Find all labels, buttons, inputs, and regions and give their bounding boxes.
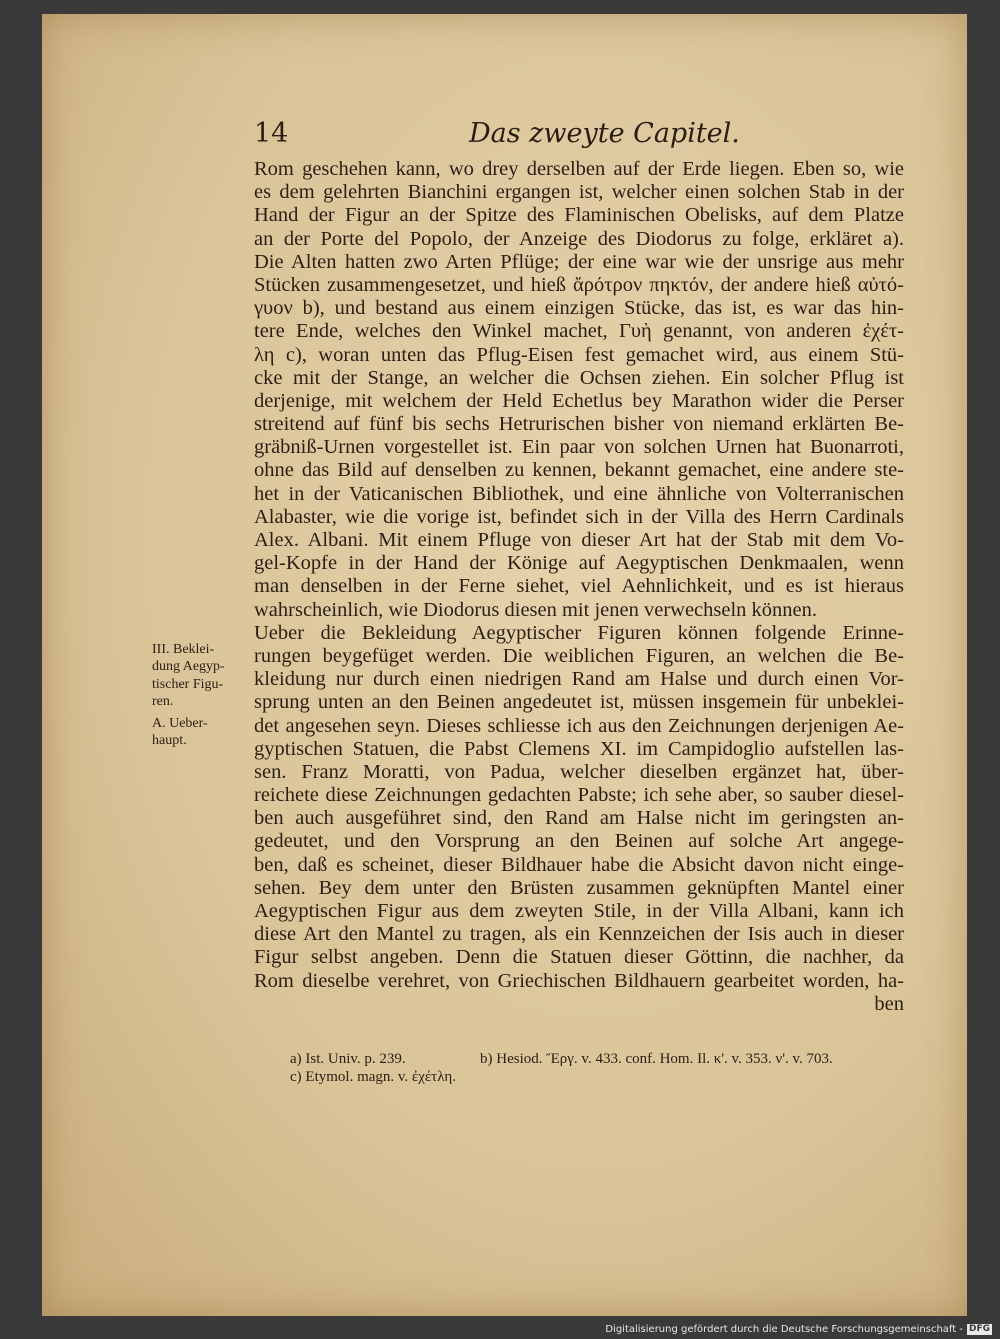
text-line: gel-Kopfe in der Hand der Könige auf Aegyptischen Denkmaalen, wenn [254,552,904,575]
text-line: derjenige, mit welchem der Held Echetlus bey Marathon wider die Perser [254,389,904,412]
footer-text: Digitalisierung gefördert durch die Deutsche Forschungsgemeinschaft - [605,1324,963,1335]
text-line: gyptischen Statuen, die Pabst Clemens XI. im Campidoglio aufstellen las- [254,737,904,760]
text-line: streitend auf fünf bis sechs Hetrurischen bisher von niemand erklärten Be- [254,413,904,436]
text-line: Rom geschehen kann, wo drey derselben auf der Erde liegen. Eben so, wie [254,158,904,180]
text-line: Alex. Albani. Mit einem Pfluge von dieser Art hat der Stab mit dem Vo- [254,529,904,551]
text-line: man denselben in der Ferne siehet, viel Aehnlichkeit, und es ist hieraus [254,575,904,598]
text-line: sehen. Bey dem unter den Brüsten zusammen geknüpften Mantel einer [254,876,904,899]
margin-note-line: dung Aegyp- [152,659,225,675]
text-line: gedeutet, und den Vorsprung an den Beinen auf solche Art angege- [254,830,904,853]
text-line: cke mit der Stange, an welcher die Ochsen ziehen. Ein solcher Pflug ist [254,366,904,389]
margin-note-line: haupt. [152,733,187,749]
text-line: det angesehen seyn. Dieses schliesse ich aus den Zeichnungen derjenigen Ae- [254,714,904,737]
dfg-logo: DFG [968,1324,990,1334]
margin-note-line: III. Beklei- [152,642,215,657]
text-line: Hand der Figur an der Spitze des Flaminischen Obelisks, auf dem Platze [254,204,904,227]
footnotes [290,1050,910,1086]
footnote-b: b) Hesiod. Ἔργ. v. 433. conf. Hom. Il. κ'. v. 353. ν'. v. 703. [480,1051,833,1067]
footnote-a: a) Ist. Univ. p. 239. [290,1051,406,1067]
text-line: Rom dieselbe verehret, von Griechischen Bildhauern gearbeitet worden, ha- [254,969,904,992]
margin-note [152,641,248,750]
footnote-c: c) Etymol. magn. v. ἐχέτλη. [290,1069,456,1085]
text-line: ben auch ausgeführet sind, den Rand am Halse nicht im geringsten an- [254,807,904,830]
text-line: diese Art den Mantel zu tragen, als ein Kennzeichen der Isis auch in dieser [254,923,904,946]
text-line: reichete diese Zeichnungen gedachten Pabste; ich sehe aber, so sauber diesel- [254,784,904,807]
text-line: γυον b), und bestand aus einem einzigen Stücke, das ist, es war das hin- [254,297,904,320]
text-line: Aegyptischen Figur aus dem zweyten Stile, in der Villa Albani, kann ich [254,900,904,922]
page-number: 14 [254,118,289,149]
text-line: sen. Franz Moratti, von Padua, welcher dieselben ergänzet hat, über- [254,760,904,783]
text-line: Alabaster, wie die vorige ist, befindet sich in der Villa des Herrn Cardinals [254,505,904,528]
footnote-row [290,1068,910,1086]
margin-note-line: A. Ueber- [152,716,208,732]
text-line: an der Porte del Popolo, der Anzeige des Diodorus zu folge, erkläret a). [254,227,904,250]
catchword: ben [874,992,904,1015]
running-title: Das zweyte Capitel. [469,118,740,149]
margin-note-line: tischer Figu- [152,676,224,692]
text-line: gräbniß-Urnen vorgestellet ist. Ein paar von solchen Urnen hat Buonarroti, [254,436,904,459]
main-text [254,158,904,1016]
text-line: het in der Vaticanischen Bibliothek, und eine ähnliche von Volterranischen [254,482,904,505]
text-line: ben, daß es scheinet, dieser Bildhauer habe die Absicht davon nicht einge- [254,853,904,876]
text-line: Ueber die Bekleidung Aegyptischer Figuren können folgende Erinne- [254,621,904,644]
margin-note-line: ren. [152,693,174,709]
digitization-footer [605,1324,992,1335]
text-line: tere Ende, welches den Winkel machet, Γυὴ genannt, von anderen ἐχέτ- [254,320,904,343]
text-line: ohne das Bild auf denselben zu kennen, bekannt gemachet, eine andere ste- [254,459,904,482]
text-line: kleidung nur durch einen niedrigen Rand am Halse und durch einen Vor- [254,668,904,691]
text-line: Stücken zusammengesetzet, und hieß ἄρότρον πηκτόν, der andere hieß αὐτό- [254,273,904,296]
text-line: Die Alten hatten zwo Arten Pflüge; der eine war wie der unsrige aus mehr [254,250,904,273]
text-line: λη c), woran unten das Pflug-Eisen fest gemachet wird, aus einem Stü- [254,343,904,366]
page-header [254,118,894,154]
text-line: es dem gelehrten Bianchini ergangen ist, welcher einen solchen Stab in der [254,181,904,204]
text-line: rungen beygefüget werden. Die weiblichen Figuren, an welchen die Be- [254,644,904,667]
footnote-row [290,1050,910,1068]
text-line: wahrscheinlich, wie Diodorus diesen mit jenen verwechseln können. [254,598,818,621]
text-line: Figur selbst angeben. Denn die Statuen dieser Göttinn, die nachher, da [254,946,904,969]
text-line: sprung unten an den Beinen angedeutet ist, müssen insgemein für unbeklei- [254,691,904,714]
